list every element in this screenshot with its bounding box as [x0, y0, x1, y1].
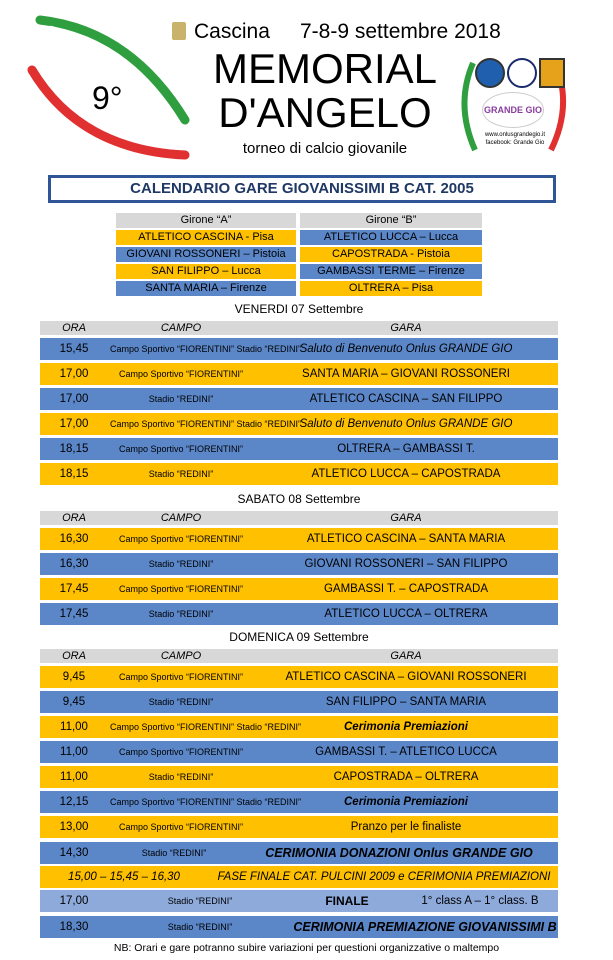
campo-cell: Stadio “REDINI” — [148, 772, 214, 782]
title-line2: D'ANGELO — [218, 89, 432, 136]
gara-cell: ATLETICO LUCCA – CAPOSTRADA — [311, 468, 501, 480]
ora-cell: 12,15 — [59, 796, 89, 808]
column-header-row — [40, 321, 558, 335]
campo-cell: Stadio “REDINI” — [141, 848, 207, 858]
campo-cell: Stadio “REDINI” — [148, 559, 214, 569]
finale-cell: FINALE — [325, 894, 369, 908]
column-header-row — [40, 649, 558, 663]
campo-cell: Campo Sportivo “FIORENTINI” — [118, 747, 244, 757]
ora-cell: 15,45 — [59, 343, 89, 355]
schedule-row — [40, 553, 558, 575]
campo-cell: Campo Sportivo “FIORENTINI” Stadio “REDINI” — [110, 797, 302, 807]
girone-a-team: ATLETICO CASCINA - Pisa — [116, 230, 296, 245]
girone-b-team: CAPOSTRADA - Pistoia — [300, 247, 482, 262]
ora-cell: 18,15 — [59, 443, 89, 455]
girone-b-team: ATLETICO LUCCA – Lucca — [300, 230, 482, 245]
ora-cell: 17,45 — [59, 608, 89, 620]
gara-cell: Cerimonia Premiazioni — [344, 721, 468, 733]
schedule-row — [40, 413, 558, 435]
schedule-row — [40, 691, 558, 713]
header-subtitle: torneo di calcio giovanile — [242, 140, 408, 157]
header-city: Cascina — [194, 20, 270, 43]
schedule-row — [40, 338, 558, 360]
campo-cell: Stadio “REDINI” — [148, 697, 214, 707]
campo-cell: Campo Sportivo “FIORENTINI” — [118, 584, 244, 594]
campo-cell: Campo Sportivo “FIORENTINI” Stadio “REDINI” — [110, 722, 302, 732]
gara-cell: 1° class A – 1° class. B — [421, 895, 539, 907]
girone-a-team: SANTA MARIA – Firenze — [116, 281, 296, 296]
ora-cell: 16,30 — [59, 533, 89, 545]
schedule-row — [40, 603, 558, 625]
schedule-row — [40, 916, 558, 938]
gara-cell: ATLETICO CASCINA – SAN FILIPPO — [309, 393, 503, 405]
header-campo: CAMPO — [160, 650, 202, 662]
header-ora: ORA — [62, 322, 86, 334]
ora-cell: 17,00 — [59, 895, 89, 907]
header-gara: GARA — [390, 322, 422, 334]
day-title: SABATO 08 Settembre — [237, 492, 361, 506]
campo-cell: Campo Sportivo “FIORENTINI” — [118, 369, 244, 379]
ora-cell: 17,45 — [59, 583, 89, 595]
club-logo-icon — [475, 58, 505, 88]
gara-cell: CERIMONIA PREMIAZIONE GIOVANISSIMI B — [293, 920, 557, 934]
ora-cell: 13,00 — [59, 821, 89, 833]
ora-cell: 17,00 — [59, 418, 89, 430]
ora-cell: 16,30 — [59, 558, 89, 570]
schedule-row — [40, 791, 558, 813]
schedule-row — [40, 363, 558, 385]
campo-cell: Stadio “REDINI” — [148, 469, 214, 479]
schedule-row — [40, 890, 558, 912]
ora-cell: 17,00 — [59, 368, 89, 380]
schedule-row — [40, 716, 558, 738]
schedule-row — [40, 578, 558, 600]
title-line1: MEMORIAL — [212, 45, 438, 92]
schedule-row — [40, 842, 558, 864]
gara-cell: Cerimonia Premiazioni — [344, 796, 468, 808]
ora-cell: 11,00 — [60, 746, 88, 758]
gara-cell: Pranzo per le finaliste — [350, 821, 462, 833]
logo-site: www.onlusgrandegio.it — [484, 132, 546, 138]
girone-b-team: GAMBASSI TERME – Firenze — [300, 264, 482, 279]
header-dates: 7-8-9 settembre 2018 — [300, 20, 501, 43]
footer-note: NB: Orari e gare potranno subire variazioni per questioni organizzative o maltempo — [113, 942, 500, 954]
schedule-row — [40, 816, 558, 838]
ora-cell: 18,15 — [59, 468, 89, 480]
gara-cell: SAN FILIPPO – SANTA MARIA — [325, 696, 487, 708]
ora-cell: 17,00 — [59, 393, 89, 405]
campo-cell: Stadio “REDINI” — [148, 609, 214, 619]
header-campo: CAMPO — [160, 512, 202, 524]
ora-cell: 14,30 — [59, 847, 89, 859]
ora-cell: 15,00 – 15,45 – 16,30 — [68, 871, 180, 883]
campo-cell: Stadio “REDINI” — [167, 896, 233, 906]
schedule-row — [40, 866, 558, 888]
campo-cell: Stadio “REDINI” — [167, 922, 233, 932]
campo-cell: Campo Sportivo “FIORENTINI” — [118, 534, 244, 544]
calendar-banner: CALENDARIO GARE GIOVANISSIMI B CAT. 2005 — [48, 175, 556, 203]
gara-cell: FASE FINALE CAT. PULCINI 2009 e CERIMONIA PREMIAZIONI — [217, 871, 551, 883]
gara-cell: OLTRERA – GAMBASSI T. — [337, 443, 475, 455]
schedule-row — [40, 388, 558, 410]
shield-icon — [539, 58, 565, 88]
gara-cell: Saluto di Benvenuto Onlus GRANDE GIO — [299, 418, 513, 430]
gara-cell: Saluto di Benvenuto Onlus GRANDE GIO — [299, 343, 513, 355]
campo-cell: Stadio “REDINI” — [148, 394, 214, 404]
schedule-row — [40, 666, 558, 688]
girone-a-title: Girone “A” — [116, 213, 296, 228]
campo-cell: Campo Sportivo “FIORENTINI” — [118, 444, 244, 454]
gara-cell: ATLETICO LUCCA – OLTRERA — [324, 608, 488, 620]
day-title: DOMENICA 09 Settembre — [229, 630, 369, 644]
ora-cell: 11,00 — [60, 771, 88, 783]
schedule-row — [40, 766, 558, 788]
campo-cell: Campo Sportivo “FIORENTINI” — [118, 672, 244, 682]
girone-a-team: GIOVANI ROSSONERI – Pistoia — [116, 247, 296, 262]
gara-cell: GAMBASSI T. – ATLETICO LUCCA — [315, 746, 497, 758]
gara-cell: ATLETICO CASCINA – GIOVANI ROSSONERI — [285, 671, 527, 683]
campo-cell: Campo Sportivo “FIORENTINI” Stadio “REDINI” — [110, 344, 302, 354]
girone-a-team: SAN FILIPPO – Lucca — [116, 264, 296, 279]
campo-cell: Campo Sportivo “FIORENTINI” — [118, 822, 244, 832]
campo-cell: Campo Sportivo “FIORENTINI” Stadio “REDINI” — [110, 419, 302, 429]
schedule-row — [40, 528, 558, 550]
ora-cell: 18,30 — [59, 921, 89, 933]
ora-cell: 11,00 — [60, 721, 88, 733]
girone-b-team: OLTRERA – Pisa — [300, 281, 482, 296]
gara-cell: ATLETICO CASCINA – SANTA MARIA — [306, 533, 506, 545]
header-gara: GARA — [390, 650, 422, 662]
column-header-row — [40, 511, 558, 525]
header-ora: ORA — [62, 512, 86, 524]
ora-cell: 9,45 — [62, 696, 86, 708]
schedule-row — [40, 463, 558, 485]
day-title: VENERDI 07 Settembre — [234, 302, 364, 316]
ora-cell: 9,45 — [62, 671, 86, 683]
gara-cell: CAPOSTRADA – OLTRERA — [333, 771, 479, 783]
schedule-row — [40, 741, 558, 763]
header-gara: GARA — [390, 512, 422, 524]
grande-gio-logo: GRANDE GIO — [482, 92, 544, 128]
gara-cell: GAMBASSI T. – CAPOSTRADA — [323, 583, 489, 595]
schedule-row — [40, 438, 558, 460]
logo-fb: facebook: Grande Gio — [485, 140, 545, 146]
gara-cell: CERIMONIA DONAZIONI Onlus GRANDE GIO — [265, 846, 533, 860]
gara-cell: GIOVANI ROSSONERI – SAN FILIPPO — [304, 558, 508, 570]
edition-number: 9° — [92, 80, 123, 116]
soccer-ball-icon — [507, 58, 537, 88]
header-ora: ORA — [62, 650, 86, 662]
cascina-crest-icon — [172, 22, 186, 40]
girone-b-title: Girone “B” — [300, 213, 482, 228]
gara-cell: SANTA MARIA – GIOVANI ROSSONERI — [302, 368, 510, 380]
header-campo: CAMPO — [160, 322, 202, 334]
